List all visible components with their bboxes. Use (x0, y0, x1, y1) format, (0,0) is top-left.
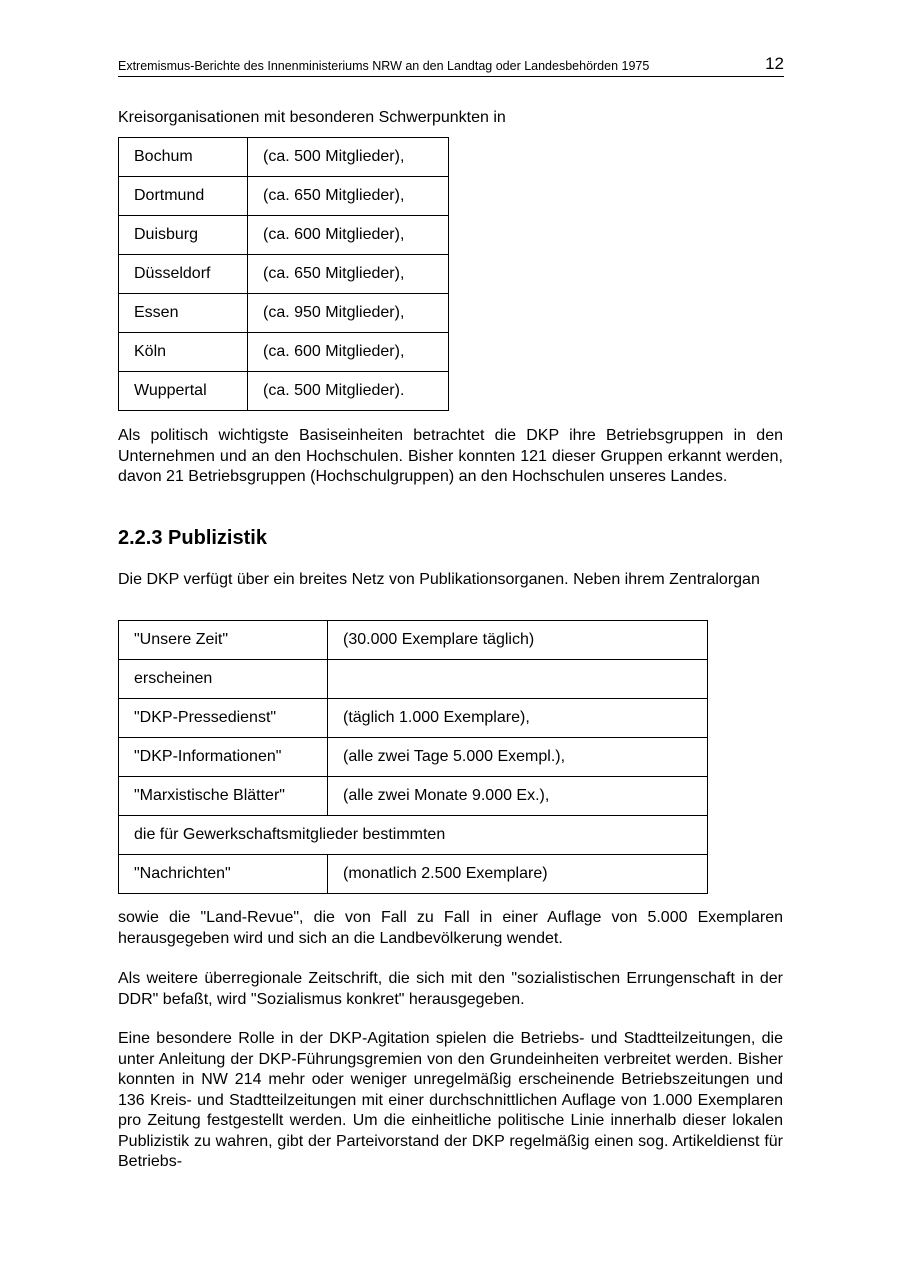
table-row (119, 855, 708, 894)
city-cell: Düsseldorf (119, 255, 248, 294)
publication-info: (täglich 1.000 Exemplare), (328, 699, 708, 738)
publication-name: "Nachrichten" (119, 855, 328, 894)
publication-name: "Marxistische Blätter" (119, 777, 328, 816)
table-row (119, 738, 708, 777)
table-row (119, 621, 708, 660)
table-row (119, 333, 449, 372)
members-cell: (ca. 500 Mitglieder). (248, 372, 449, 411)
city-cell: Duisburg (119, 216, 248, 255)
publication-name: erscheinen (119, 660, 328, 699)
city-cell: Köln (119, 333, 248, 372)
kreis-table-body (119, 138, 449, 411)
publication-info (328, 660, 708, 699)
members-cell: (ca. 950 Mitglieder), (248, 294, 449, 333)
paragraph-basiseinheiten: Als politisch wichtigste Basiseinheiten betrachtet die DKP ihre Betriebsgruppen in den Unternehmen und an den Hochschulen. Bisher konnten 121 dieser Gruppen erkannt werden, davon 21 Betriebsgruppen (Hochschulgruppen) an den Hochschulen unseres Landes. (118, 427, 783, 485)
publication-info: (alle zwei Monate 9.000 Ex.), (328, 777, 708, 816)
paragraph-land-revue: sowie die "Land-Revue", die von Fall zu Fall in einer Auflage von 5.000 Exemplaren herausgegeben wird und sich an die Landbevölkerung wendet. (118, 909, 783, 947)
table-row (119, 255, 449, 294)
publication-table (118, 620, 708, 894)
table-row (119, 138, 449, 177)
header-title: Extremismus-Berichte des Innenministeriums NRW an den Landtag oder Landesbehörden 1975 (118, 59, 650, 73)
paragraph-betriebszeitungen: Eine besondere Rolle in der DKP-Agitation spielen die Betriebs- und Stadtteilzeitungen, die unter Anleitung der DKP-Führungsgremien von den Grundeinheiten verbreitet werden. Bisher konnten in NW 214 mehr oder weniger unregelmäßig erscheinende Betriebszeitungen und 136 Kreis- und Stadtteilzeitungen mit einer durchschnittlichen Auflage von 1.000 Exemplaren pro Zeitung festgestellt werden. Um die einheitliche politische Linie innerhalb dieser lokalen Publizistik zu wahren, gibt der Parteivorstand der DKP regelmäßig einen sog. Artikeldienst für Betriebs- (118, 1030, 783, 1170)
page-number: 12 (765, 54, 784, 73)
table-row (119, 816, 708, 855)
intro-text: Kreisorganisationen mit besonderen Schwerpunkten in (118, 109, 506, 126)
publication-info: (monatlich 2.500 Exemplare) (328, 855, 708, 894)
members-cell: (ca. 600 Mitglieder), (248, 333, 449, 372)
publication-name: "Unsere Zeit" (119, 621, 328, 660)
table-row (119, 177, 449, 216)
table-row (119, 216, 449, 255)
paragraph-sozialismus: Als weitere überregionale Zeitschrift, die sich mit den "sozialistischen Errungenschaft in der DDR" befaßt, wird "Sozialismus konkret" herausgegeben. (118, 970, 783, 1008)
city-cell: Dortmund (119, 177, 248, 216)
table-row (119, 372, 449, 411)
table-span-text: die für Gewerkschaftsmitglieder bestimmten (119, 816, 708, 855)
members-cell: (ca. 650 Mitglieder), (248, 255, 449, 294)
table-row (119, 699, 708, 738)
table-row (119, 777, 708, 816)
members-cell: (ca. 650 Mitglieder), (248, 177, 449, 216)
city-cell: Bochum (119, 138, 248, 177)
paragraph-netz: Die DKP verfügt über ein breites Netz von Publikationsorganen. Neben ihrem Zentralorgan (118, 571, 760, 588)
members-cell: (ca. 600 Mitglieder), (248, 216, 449, 255)
publication-name: "DKP-Informationen" (119, 738, 328, 777)
city-cell: Essen (119, 294, 248, 333)
table-row (119, 294, 449, 333)
table-row (119, 660, 708, 699)
page-header (118, 54, 784, 77)
members-cell: (ca. 500 Mitglieder), (248, 138, 449, 177)
publication-name: "DKP-Pressedienst" (119, 699, 328, 738)
section-heading: 2.2.3 Publizistik (118, 527, 267, 549)
city-cell: Wuppertal (119, 372, 248, 411)
publication-info: (30.000 Exemplare täglich) (328, 621, 708, 660)
kreis-organisation-table (118, 137, 449, 411)
publication-info: (alle zwei Tage 5.000 Exempl.), (328, 738, 708, 777)
